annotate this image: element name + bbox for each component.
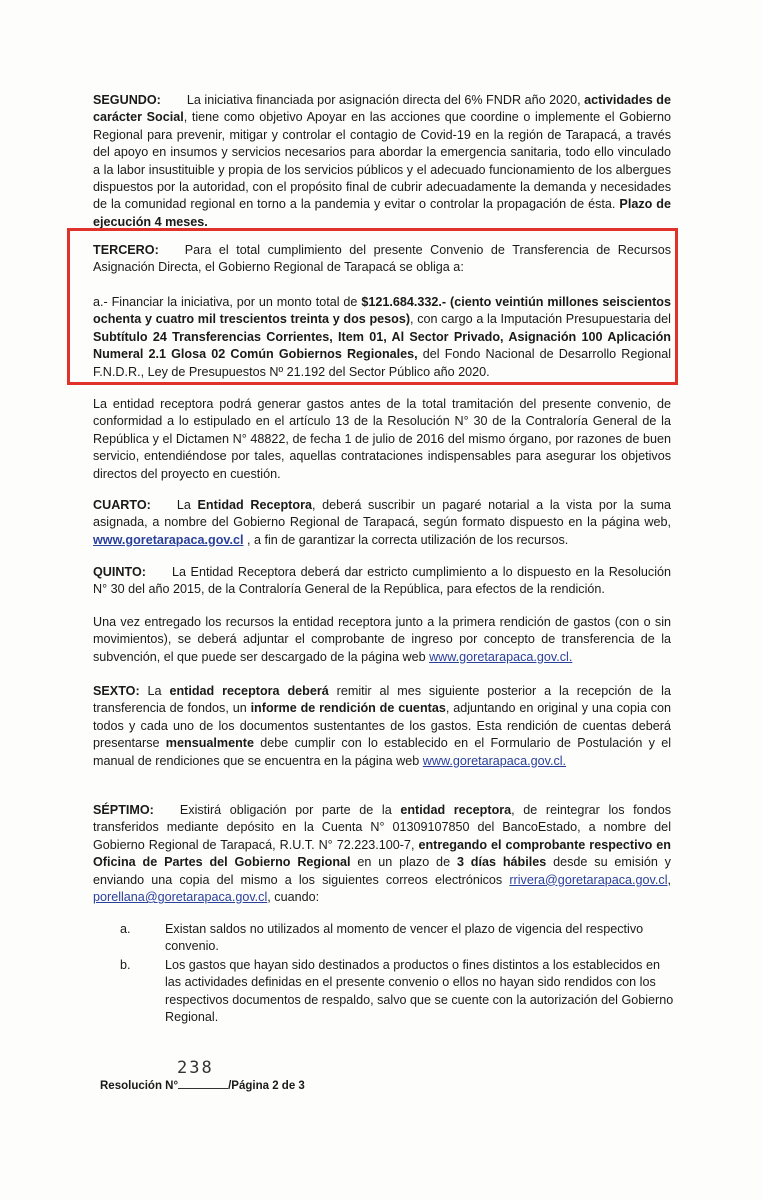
clause-quinto: QUINTO: La Entidad Receptora deberá dar estricto cumplimiento a lo dispuesto en la Resolución N° 30 del año 2015, de la Contraloría General de la República, para efectos de la rendición. [93,565,671,597]
clause-tercero: TERCERO: Para el total cumplimiento del presente Convenio de Transferencia de Recursos Asignación Directa, el Gobierno Regional de Tarapacá se obliga a: [93,243,671,275]
clause-segundo: SEGUNDO: La iniciativa financiada por asignación directa del 6% FNDR año 2020, actividades de carácter Social, tiene como objetivo Apoyar en las acciones que coordine o implemente el Gobierno Regional para prevenir, mitigar y controlar el contagio de Covid-19 en la región de Tarapacá, a través del apoyo en insumos y servicios necesarios para abordar la emergencia sanitaria, todo ello vinculado a la labor insustituible y propia de los servicios públicos y el adecuado funcionamiento de los albergues dispuestos por la autoridad, con el propósito final de cubrir adecuadamente la demanda y necesidades de la comunidad regional en torno a la pandemia y evitar o controlar la propagación de ésta. Plazo de ejecución 4 meses. [93,93,672,229]
paragraph-rendicion: Una vez entregado los recursos la entidad receptora junto a la primera rendición de gastos (con o sin movimientos), se deberá adjuntar el comprobante de ingreso por concepto de transferencia de la subvención, el que puede ser descargado de la página web www.goretarapaca.gov.cl. [93,615,671,664]
clause-heading: SEXTO: [93,684,140,698]
website-link[interactable]: www.goretarapaca.gov.cl. [429,649,573,664]
clause-cuarto: CUARTO: La Entidad Receptora, deberá suscribir un pagaré notarial a la vista por la suma asignada, a nombre del Gobierno Regional de Tarapacá, según formato dispuesto en la página web, www.goretarapaca.gov.cl , a fin de garantizar la correcta utilización de los recursos. [93,498,671,547]
email-link[interactable]: porellana@goretarapaca.gov.cl [93,890,268,905]
clause-heading: QUINTO: [93,565,146,579]
clause-heading: SÉPTIMO: [93,803,154,817]
clause-heading: CUARTO: [93,498,151,512]
clause-tercero-item-a: a.- Financiar la iniciativa, por un monto total de $121.684.332.- (ciento veintiún millones seiscientos ochenta y cuatro mil trescientos treinta y dos pesos), con cargo a la Imputación Presupuestaria del Subtítulo 24 Transferencias Corrientes, Item 01, Al Sector Privado, Asignación 100 Aplicación Numeral 2.1 Glosa 02 Común Gobiernos Regionales, del Fondo Nacional de Desarrollo Regional F.N.D.R., Ley de Presupuestos Nº 21.192 del Sector Público año 2020. [93,295,671,379]
email-link[interactable]: rrivera@goretarapaca.gov.cl [509,872,668,887]
paragraph-gastos-anticipados: La entidad receptora podrá generar gastos antes de la total tramitación del presente convenio, de conformidad a lo estipulado en el artículo 13 de la Resolución N° 30 de la Contraloría General de la República y el Dictamen N° 48822, de fecha 1 de julio de 2016 del mismo órgano, por razones de buen servicio, entendiéndose por tales, aquellas contrataciones indispensables para asegurar los objetivos directos del proyecto en cuestión. [93,397,671,481]
clause-septimo: SÉPTIMO: Existirá obligación por parte de la entidad receptora, de reintegrar los fondos transferidos mediante depósito en la Cuenta N° 01309107850 del BancoEstado, a nombre del Gobierno Regional de Tarapacá, R.U.T. N° 72.223.100-7, entregando el comprobante respectivo en Oficina de Partes del Gobierno Regional en un plazo de 3 días hábiles desde su emisión y enviando una copia del mismo a los siguientes correos electrónicos rrivera@goretarapaca.gov.cl, porellana@goretarapaca.gov.cl, cuando: [93,803,671,905]
list-item-label: b. [120,958,131,972]
clause-heading: TERCERO: [93,243,159,257]
website-link[interactable]: www.goretarapaca.gov.cl. [422,753,567,768]
clause-sexto: SEXTO: La entidad receptora deberá remitir al mes siguiente posterior a la recepción de la transferencia de fondos, un informe de rendición de cuentas, adjuntando en original y una copia con todos y cada uno de los documentos sustentantes de los gastos. Esta rendición de cuentas deberá presentarse mensualmente debe cumplir con lo establecido en el Formulario de Postulación y el manual de rendiciones que se encuentra en la página web www.goretarapaca.gov.cl. [93,684,671,768]
clause-heading: SEGUNDO: [93,93,161,107]
page-footer: Resolución N° /Página 2 de 3 [100,1077,305,1092]
website-link[interactable]: www.goretarapaca.gov.cl [93,532,244,547]
list-item: Los gastos que hayan sido destinados a productos o fines distintos a los establecidos en las actividades definidas en el presente convenio o ellos no hayan sido rendidos con los respectivos documentos de respaldo, salvo que se cuente con la autorización del Gobierno Regional. [165,958,674,1025]
handwritten-resolution-number: 238 [177,1058,214,1078]
list-item: Existan saldos no utilizados al momento de vencer el plazo de vigencia del respectivo convenio. [165,922,644,954]
resolution-number-blank [178,1077,228,1089]
list-item-label: a. [120,922,131,936]
